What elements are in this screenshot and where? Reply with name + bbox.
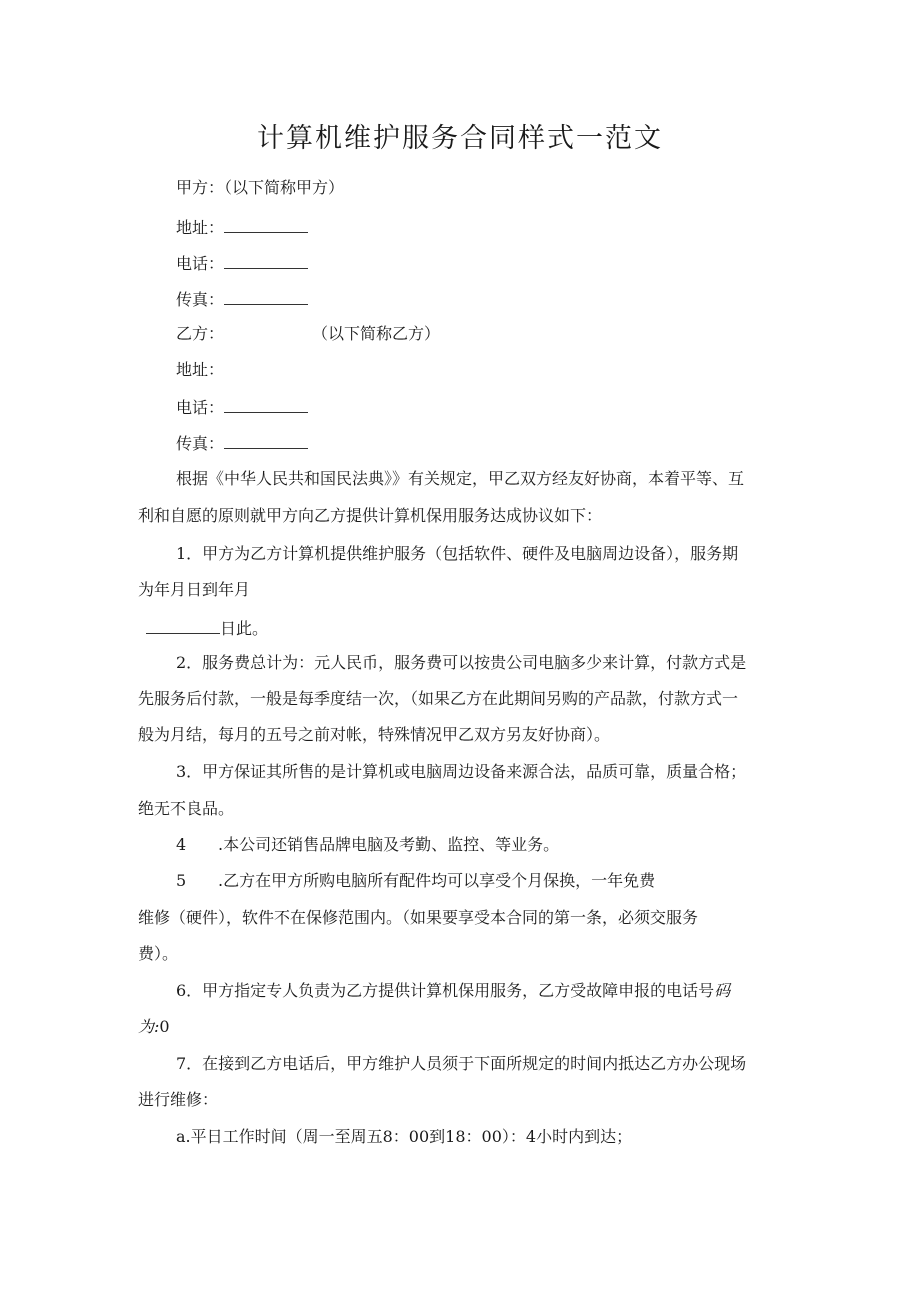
clause-6-line-2-italic: 为: [138, 1017, 160, 1036]
clause-4-text: .本公司还销售品牌电脑及考勤、监控、等业务。 [218, 835, 560, 854]
intro-line-2: 利和自愿的原则就甲方向乙方提供计算机保用服务达成协议如下： [138, 506, 603, 525]
clause-1-date-blank [146, 617, 220, 634]
party-a-fax-label: 传真： [176, 290, 225, 309]
party-b-phone-label: 电话： [176, 398, 225, 417]
party-b-note: （以下简称乙方） [312, 324, 441, 343]
clause-2-line-2: 先服务后付款，一般是每季度结一次，（如果乙方在此期间另购的产品款，付款方式一 [138, 689, 739, 708]
party-b-label: 乙方： [176, 324, 225, 343]
clause-1-line-3 [146, 617, 268, 639]
clause-5-line-3: 费）。 [138, 944, 179, 963]
clause-6-line-1-italic: 码 [714, 981, 731, 1000]
item-a: a.平日工作时间（周一至周五8：00到18：00）：4小时内到达； [176, 1127, 633, 1146]
document-title: 计算机维护服务合同样式一范文 [257, 123, 663, 154]
party-a-label: 甲方：（以下简称甲方） [176, 178, 345, 197]
clause-7-line-1: 7．在接到乙方电话后，甲方维护人员须于下面所规定的时间内抵达乙方办公现场 [176, 1054, 747, 1073]
clause-6-line-1 [176, 981, 730, 1001]
clause-3-line-1: 3．甲方保证其所售的是计算机或电脑周边设备来源合法，品质可靠，质量合格； [176, 762, 747, 781]
party-a-fax-blank [224, 288, 308, 305]
party-a-phone-label: 电话： [176, 254, 225, 273]
party-b-fax-blank [224, 432, 308, 449]
party-a-address-label: 地址： [176, 218, 225, 237]
party-b-fax [176, 432, 308, 454]
party-a-phone-blank [224, 252, 308, 269]
clause-1-line-2: 为年月日到年月 [138, 580, 251, 599]
clause-7-line-2: 进行维修： [138, 1090, 219, 1109]
clause-6-line-2 [138, 1017, 170, 1037]
clause-5-number: 5 [176, 871, 187, 890]
party-a-address [176, 216, 308, 238]
clause-2-line-1: 2．服务费总计为：元人民币，服务费可以按贵公司电脑多少来计算，付款方式是 [176, 653, 747, 672]
party-a-phone [176, 252, 308, 274]
clause-1-line-3-suffix: 日此。 [220, 619, 269, 638]
party-b-fax-label: 传真： [176, 434, 225, 453]
clause-5-line-2: 维修（硬件），软件不在保修范围内。（如果要享受本合同的第一条，必须交服务 [138, 908, 699, 927]
intro-line-1: 根据《中华人民共和国民法典》》有关规定，甲乙双方经友好协商，本着平等、互 [176, 469, 745, 488]
clause-6-phone-value: 0 [159, 1017, 170, 1036]
clause-2-line-3: 般为月结，每月的五号之前对帐，特殊情况甲乙双方另友好协商）。 [138, 725, 611, 744]
clause-6-line-1-text: 6．甲方指定专人负责为乙方提供计算机保用服务，乙方受故障申报的电话号 [176, 981, 715, 1000]
party-b-phone [176, 396, 308, 418]
clause-5-line-1: .乙方在甲方所购电脑所有配件均可以享受个月保换，一年免费 [218, 871, 656, 890]
party-a-address-blank [224, 216, 308, 233]
party-b-address-label: 地址： [176, 360, 225, 379]
clause-3-line-2: 绝无不良品。 [138, 799, 235, 818]
clause-4-number: 4 [176, 835, 187, 854]
party-a-fax [176, 288, 308, 310]
clause-1-line-1: 1．甲方为乙方计算机提供维护服务（包括软件、硬件及电脑周边设备），服务期 [176, 544, 739, 563]
party-b-phone-blank [224, 396, 308, 413]
